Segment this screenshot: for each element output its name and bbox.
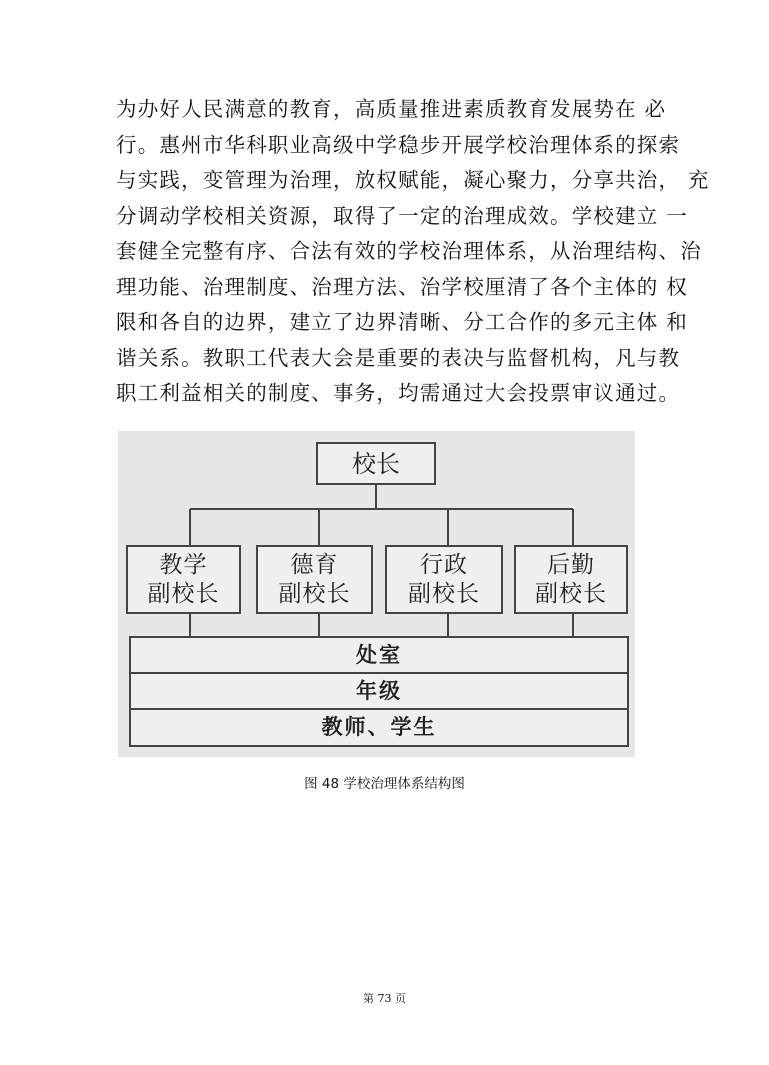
vp-label-line2: 副校长	[535, 580, 607, 607]
tier-grades	[129, 672, 629, 710]
tier-teachers-students	[129, 708, 629, 747]
paragraph-line: 与实践，变管理为治理，放权赋能，凝心聚力，分享共治， 充	[116, 168, 710, 192]
principal-label: 校长	[352, 449, 400, 478]
vp-label-line2: 副校长	[278, 580, 351, 607]
paragraph-line: 行。惠州市华科职业高级中学稳步开展学校治理体系的探索	[116, 132, 681, 157]
vp-label-line1: 德育	[290, 551, 339, 578]
vp-label-line2: 副校长	[147, 580, 220, 607]
paragraph-line: 限和各自的边界，建立了边界清晰、分工合作的多元主体 和	[116, 310, 688, 334]
tier-departments	[129, 636, 629, 674]
vice-principal-box-moral	[256, 545, 373, 614]
paragraph-line: 套健全完整有序、合法有效的学校治理体系，从治理结构、治	[116, 239, 702, 263]
vp-label-line2: 副校长	[408, 580, 480, 607]
page-number: 第 73 页	[363, 992, 406, 1005]
vp-label-line1: 教学	[159, 551, 208, 578]
vice-principal-box-teaching	[126, 545, 241, 614]
figure-caption: 图 48 学校治理体系结构图	[304, 776, 465, 792]
body-paragraph	[116, 92, 710, 412]
vp-label-line1: 后勤	[547, 551, 595, 578]
tier-label: 教师、学生	[321, 715, 437, 740]
paragraph-line: 为办好人民满意的教育，高质量推进素质教育发展势在 必	[116, 97, 667, 121]
vp-label-line1: 行政	[420, 551, 468, 578]
vice-principal-box-admin	[385, 545, 503, 614]
paragraph-line: 分调动学校相关资源，取得了一定的治理成效。学校建立 一	[116, 203, 688, 228]
paragraph-line: 理功能、治理制度、治理方法、治学校厘清了各个主体的 权	[116, 274, 688, 299]
vice-principal-box-logistics	[514, 545, 628, 614]
paragraph-line: 谐关系。教职工代表大会是重要的表决与监督机构，凡与教	[116, 345, 681, 370]
tier-label: 处室	[356, 642, 402, 667]
paragraph-line: 职工利益相关的制度、事务，均需通过大会投票审议通过。	[116, 381, 681, 405]
governance-structure-diagram	[118, 431, 635, 757]
tier-label: 年级	[356, 678, 402, 703]
principal-box	[316, 442, 436, 485]
